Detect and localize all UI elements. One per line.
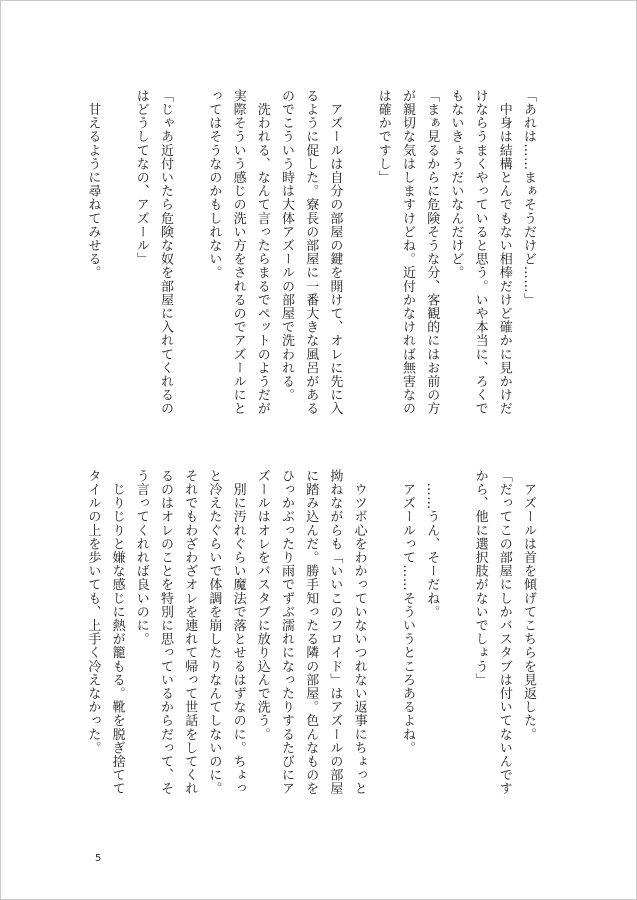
- text-column-bottom: [80, 469, 540, 829]
- page-number: 5: [95, 853, 102, 864]
- text-line: から、他に選択肢がないでしょう」: [472, 469, 488, 687]
- text-line: ……うん、そーだね。: [424, 469, 440, 619]
- text-line: 「じゃあ近付いたら危険な奴を部屋に入れてくれるの: [157, 89, 173, 416]
- text-line: アズールって……そういうところあるよね。: [400, 469, 415, 755]
- text-line: ウツボ心をわかっていないつれない返事にちょっと: [351, 469, 367, 796]
- blank-line: [346, 89, 370, 449]
- text-line: 「あれは……まぁそうだけど……」: [521, 89, 536, 307]
- text-line: と冷えたぐらいで体調を崩したりなんてしないのに。: [206, 469, 222, 796]
- text-line: に踏み込んだ。勝手知ったる隣の部屋。色んなものを: [303, 469, 319, 796]
- text-line: 別に汚れぐらい魔法で落とせるはずなのに。ちょっ: [230, 469, 246, 796]
- text-line: じりじりと嫌な感じに熱が籠もる。靴を脱ぎ捨てて: [109, 469, 125, 796]
- text-line: ってはそうなのかもしれない。: [206, 89, 222, 280]
- text-line: もないきょうだいなんだけど。: [448, 89, 464, 280]
- text-line: アズールは首を傾げてこちらを見返した。: [521, 469, 536, 741]
- text-line: 拗ねながらも「いいこのフロイド」はアズールの部屋: [327, 469, 343, 796]
- text-line: のでこういう時は大体アズールの部屋で洗われる。: [278, 89, 294, 402]
- text-line: ズールはオレをバスタブに放り込んで洗う。: [254, 469, 270, 741]
- text-line: は確かですし」: [375, 89, 391, 185]
- text-line: はどうしてなの、アズール」: [133, 89, 149, 266]
- text-line: それでもわざわざオレを連れて帰って世話をしてくれ: [182, 469, 198, 796]
- text-line: 「だってこの部屋にしかバスタブは付いてないんです: [496, 469, 512, 796]
- text-line: タイルの上を歩いても、上手く冷えなかった。: [85, 469, 101, 755]
- text-line: 「まぁ見るからに危険そうな分、客観的にはお前の方: [424, 89, 440, 416]
- text-line: が親切な気はしますけどね。近付かなければ無害なの: [399, 89, 415, 416]
- text-line: 洗われる、なんて言ったらまるでペットのようだが: [254, 89, 270, 416]
- text-column-top: [80, 89, 540, 449]
- text-line: るように促した。寮長の部屋に一番大きな風呂がある: [303, 89, 319, 416]
- blank-line: [443, 469, 467, 829]
- text-line: 甘えるように尋ねてみせる。: [85, 89, 101, 280]
- text-line: 中身は結構とんでもない相棒だけど確かに見かけだ: [496, 89, 512, 416]
- blank-line: [177, 89, 201, 449]
- text-line: 実際そういう感じの洗い方をされるのでアズールにと: [230, 89, 246, 416]
- text-line: るのはオレのことを特別に思っているからだって、そ: [157, 469, 173, 796]
- text-line: う言ってくれれば良いのに。: [133, 469, 149, 646]
- text-line: けならうまくやっていると思う。いや本当に、ろくで: [472, 89, 488, 416]
- blank-line: [104, 89, 128, 449]
- text-line: ひっかぶったり雨でずぶ濡れになったりするたびにア: [279, 469, 294, 796]
- blank-line: [371, 469, 395, 829]
- text-line: アズールは自分の部屋の鍵を開けて、オレに先に入: [327, 89, 343, 416]
